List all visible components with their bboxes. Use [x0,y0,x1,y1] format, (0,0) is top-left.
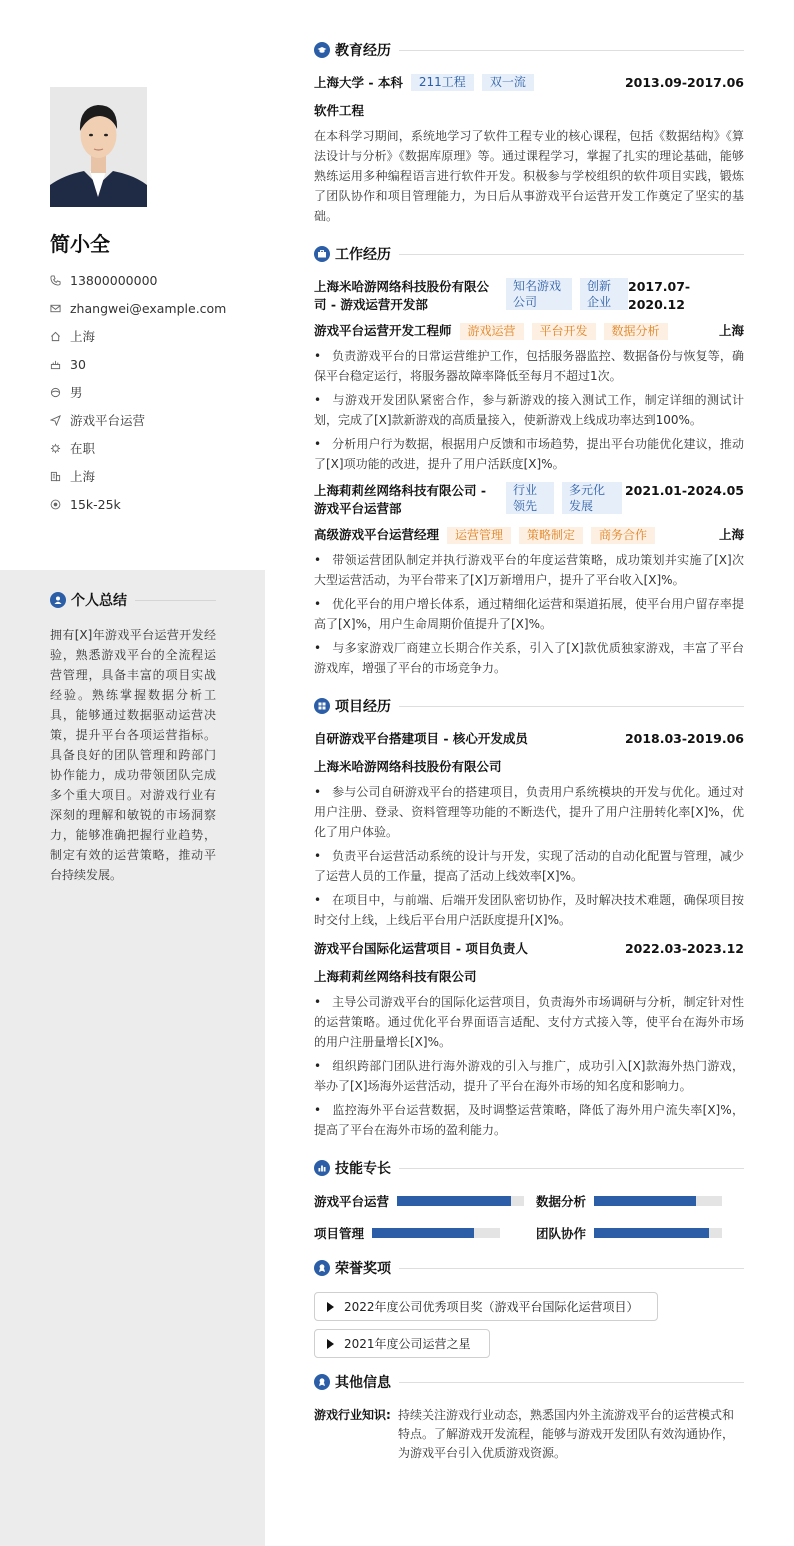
other-info-row [314,1406,744,1463]
info-age-text: 30 [70,356,86,372]
project-header [314,730,744,748]
divider [399,50,744,51]
school-name: 上海大学 - 本科 [314,75,403,90]
list-item: • 优化平台的用户增长体系，通过精细化运营和渠道拓展，使平台用户留存率提高了[X]%，用户生命周期价值提升了[X]%。 [314,594,744,634]
project-bullets [314,992,744,1140]
skills-title: 技能专长 [335,1161,391,1177]
education-header [314,74,744,92]
awards-list [314,1292,744,1366]
info-gender [50,378,226,406]
info-age [50,350,226,378]
list-item: • 负责游戏平台的日常运营维护工作，包括服务器监控、数据备份与恢复等，确保平台稳定运行，将服务器故障率降低至每月不超过1次。 [314,346,744,386]
skill-item [314,1224,536,1242]
status-icon [50,443,70,454]
mail-icon [50,303,70,314]
company-tag: 多元化发展 [562,482,622,514]
awards-title: 荣誉奖项 [335,1261,391,1277]
skill-bar-fill [594,1196,696,1206]
list-item: • 监控海外平台运营数据，及时调整运营策略，降低了海外用户流失率[X]%，提高了平台在海外市场的盈利能力。 [314,1100,744,1140]
job-entry [314,482,744,678]
triangle-right-icon [327,1302,334,1312]
projects-title: 项目经历 [335,699,391,715]
building-icon [50,471,70,482]
skill-item [536,1192,744,1210]
bar-chart-icon [314,1160,330,1176]
summary-title: 个人总结 [71,593,127,609]
medal-icon [314,1260,330,1276]
skill-item [314,1192,536,1210]
send-icon [50,415,70,426]
summary-heading [50,590,216,610]
other-text: 持续关注游戏行业动态，熟悉国内外主流游戏平台的运营模式和特点。了解游戏开发流程，能够与游戏开发团队有效沟通协作，为游戏平台引入优质游戏资源。 [398,1408,735,1460]
education-date: 2013.09-2017.06 [624,75,744,90]
job-city: 上海 [718,527,744,542]
phone-icon [50,275,70,286]
education-title: 教育经历 [335,43,391,59]
list-item: • 分析用户行为数据，根据用户反馈和市场趋势，提出平台功能优化建议，推动了[X]项功能的改进，提升了用户活跃度[X]%。 [314,434,744,474]
education-heading [314,38,744,62]
info-status-text: 在职 [70,441,96,456]
divider [399,254,744,255]
project-company: 上海莉莉丝网络科技有限公司 [314,969,477,984]
skill-bar [397,1196,524,1206]
info-position-text: 游戏平台运营 [70,413,146,428]
education-tag: 双一流 [482,74,534,91]
job-company: 上海莉莉丝网络科技有限公司 - 游戏平台运营部 [314,483,487,516]
list-item: • 负责平台运营活动系统的设计与开发，实现了活动的自动化配置与管理，减少了运营人员的工作量，提高了活动上线效率[X]%。 [314,846,744,886]
divider [399,1168,744,1169]
skills-grid [314,1192,744,1242]
skill-bar [594,1196,722,1206]
info-location-text: 上海 [70,329,96,344]
info-gender-text: 男 [70,385,83,400]
project-entry [314,730,744,930]
skill-name: 团队协作 [536,1226,587,1241]
education-desc: 在本科学习期间，系统地学习了软件工程专业的核心课程，包括《数据结构》《算法设计与分析》《数据库原理》等。通过课程学习，掌握了扎实的理论基础，能够熟练运用多种编程语言进行软件开发。积极参与学校组织的软件项目实践，锻炼了团队协作和项目管理能力，为日后从事游戏平台运营开发工作奠定了坚实的基础。 [314,129,744,223]
list-item: • 组织跨部门团队进行海外游戏的引入与推广，成功引入[X]款海外热门游戏，举办了[X]场海外运营活动，提升了平台在海外市场的知名度和影响力。 [314,1056,744,1096]
skill-tag: 策略制定 [519,527,583,544]
skills-heading [314,1156,744,1180]
project-name: 游戏平台国际化运营项目 - 项目负责人 [314,941,528,956]
job-header [314,278,744,314]
info-status [50,434,226,462]
job-entry [314,278,744,474]
job-date: 2021.01-2024.05 [624,483,744,498]
company-tag: 行业领先 [506,482,554,514]
skill-tag: 平台开发 [532,323,596,340]
contact-info-list [50,266,226,518]
job-company: 上海米哈游网络科技股份有限公司 - 游戏运营开发部 [314,279,490,312]
skill-item [536,1224,744,1242]
job-bullets [314,550,744,678]
avatar [50,87,147,207]
info-phone [50,266,226,294]
info-email-text: zhangwei@example.com [70,300,227,316]
salary-icon [50,499,70,510]
project-date: 2022.03-2023.12 [624,941,744,956]
job-bullets [314,346,744,474]
skill-tag: 运营管理 [447,527,511,544]
skill-bar-fill [397,1196,511,1206]
work-heading [314,242,744,266]
other-title: 其他信息 [335,1375,391,1391]
skill-bar [594,1228,722,1238]
skill-bar-fill [372,1228,474,1238]
info-salary-text: 15k-25k [70,496,121,512]
divider [135,600,216,601]
list-item: • 参与公司自研游戏平台的搭建项目，负责用户系统模块的开发与优化。通过对用户注册、登录、资料管理等功能的不断迭代，提升了用户注册转化率[X]%，优化了用户体验。 [314,782,744,842]
job-city: 上海 [718,323,744,338]
info-phone-text: 13800000000 [70,272,158,288]
award-item[interactable] [314,1292,658,1321]
project-name: 自研游戏平台搭建项目 - 核心开发成员 [314,731,528,746]
skill-tag: 数据分析 [604,323,668,340]
skill-name: 数据分析 [536,1194,587,1209]
awards-heading [314,1256,744,1280]
award-text: 2022年度公司优秀项目奖（游戏平台国际化运营项目） [344,1300,639,1314]
skill-name: 项目管理 [314,1226,365,1241]
company-tag: 创新企业 [580,278,628,310]
skill-bar-fill [594,1228,709,1238]
summary-text: 拥有[X]年游戏平台运营开发经验，熟悉游戏平台的全流程运营管理，具备丰富的项目实战经验。熟练掌握数据分析工具，能够通过数据驱动运营决策，提升平台各项运营指标。具备良好的团队管理和跨部门协作能力，成功带领团队完成多个重大项目。对游戏行业有深刻的理解和敏锐的市场洞察力，能够准确把握行业趋势，制定有效的运营策略，推动平台持续发展。 [50,628,216,882]
user-icon [50,592,66,608]
job-position: 高级游戏平台运营经理 [314,527,440,542]
divider [399,1268,744,1269]
list-item: • 带领运营团队制定并执行游戏平台的年度运营策略，成功策划并实施了[X]次大型运营活动，为平台带来了[X]万新增用户，提升了平台收入[X]%。 [314,550,744,590]
project-header [314,940,744,958]
divider [399,706,744,707]
other-label: 游戏行业知识: [314,1408,391,1422]
briefcase-icon [314,246,330,262]
job-position: 游戏平台运营开发工程师 [314,323,452,338]
main-content [314,38,744,1463]
company-tag: 知名游戏公司 [506,278,572,310]
project-company: 上海米哈游网络科技股份有限公司 [314,759,502,774]
other-heading [314,1370,744,1394]
grid-icon [314,698,330,714]
info-work-city [50,462,226,490]
award-text: 2021年度公司运营之星 [344,1337,471,1351]
education-major: 软件工程 [314,103,365,118]
list-item: • 与游戏开发团队紧密合作，参与新游戏的接入测试工作，制定详细的测试计划，完成了[X]款新游戏的高质量接入，使新游戏上线成功率达到100%。 [314,390,744,430]
info-position [50,406,226,434]
skill-name: 游戏平台运营 [314,1194,390,1209]
award-item[interactable] [314,1329,490,1358]
info-work-city-text: 上海 [70,469,96,484]
skill-tag: 游戏运营 [460,323,524,340]
info-email [50,294,226,322]
work-title: 工作经历 [335,247,391,263]
cake-icon [50,359,70,370]
info-icon [314,1374,330,1390]
projects-heading [314,694,744,718]
divider [399,1382,744,1383]
graduation-cap-icon [314,42,330,58]
gender-icon [50,387,70,398]
skill-bar [372,1228,500,1238]
project-bullets [314,782,744,930]
job-role-row [314,322,744,340]
education-tag: 211工程 [411,74,474,91]
job-role-row [314,526,744,544]
skill-tag: 商务合作 [591,527,655,544]
home-icon [50,331,70,342]
info-salary [50,490,226,518]
project-date: 2018.03-2019.06 [624,731,744,746]
list-item: • 与多家游戏厂商建立长期合作关系，引入了[X]款优质独家游戏，丰富了平台游戏库，增强了平台的市场竞争力。 [314,638,744,678]
candidate-name: 简小全 [50,232,110,256]
triangle-right-icon [327,1339,334,1349]
list-item: • 在项目中，与前端、后端开发团队密切协作，及时解决技术难题，确保项目按时交付上线，上线后平台用户活跃度提升[X]%。 [314,890,744,930]
project-entry [314,940,744,1140]
info-location [50,322,226,350]
job-date: 2017.07-2020.12 [628,279,691,312]
job-header [314,482,744,518]
list-item: • 主导公司游戏平台的国际化运营项目，负责海外市场调研与分析，制定针对性的运营策略。通过优化平台界面语言适配、支付方式接入等，使平台在海外市场的用户注册量增长[X]%。 [314,992,744,1052]
